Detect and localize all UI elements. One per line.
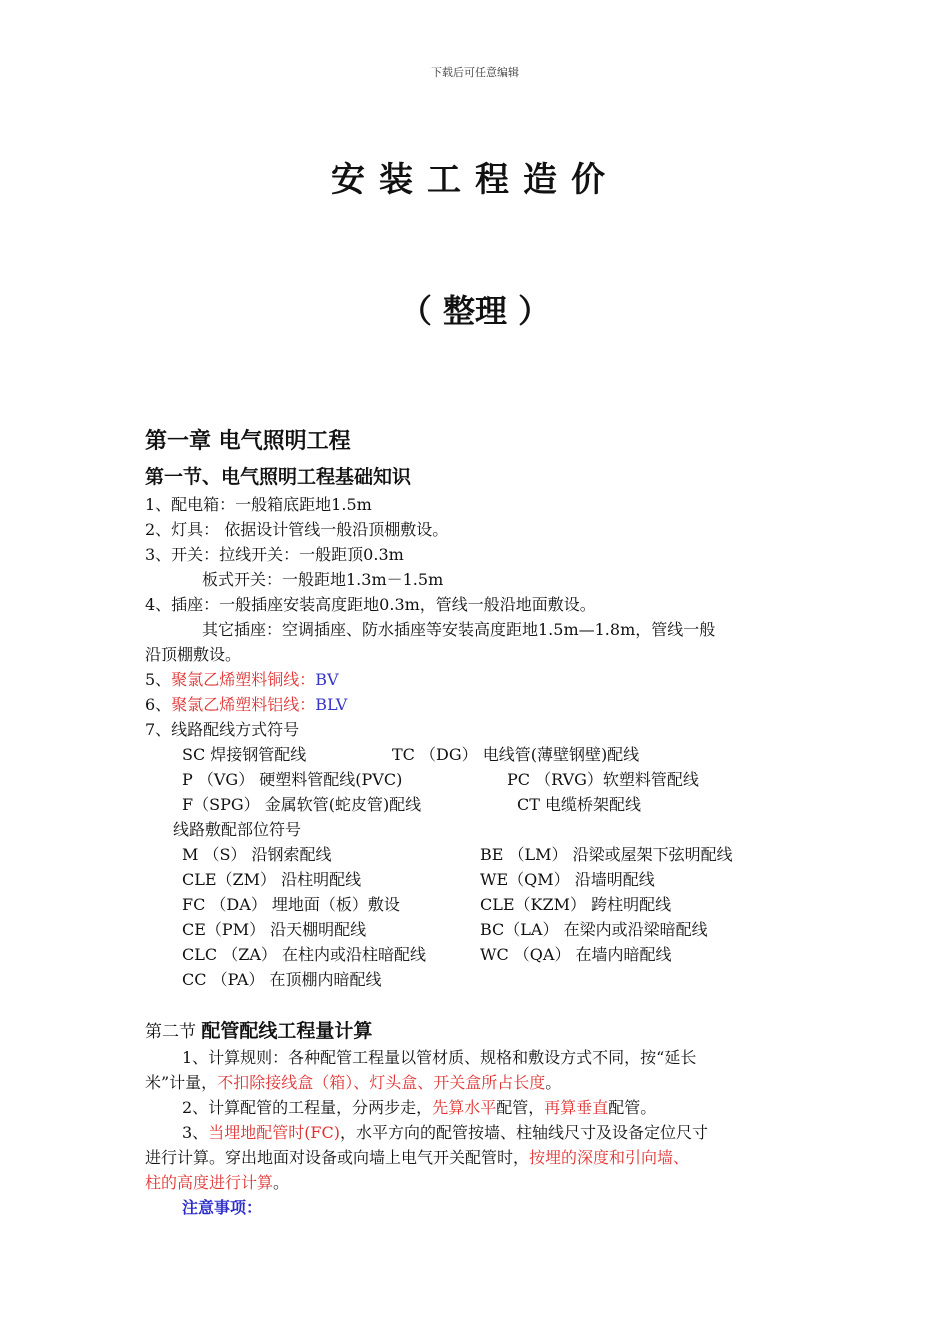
symbol-cell: CC （PA） 在顶棚内暗配线 — [182, 970, 382, 989]
paragraph-2 — [145, 1095, 810, 1120]
list-item: 7、线路配线方式符号 — [145, 720, 300, 739]
symbol-row — [145, 742, 810, 767]
symbol-row — [145, 767, 810, 792]
list-item: 3、开关：拉线开关：一般距顶0.3m — [145, 545, 404, 564]
paragraph-1 — [145, 1045, 810, 1095]
section2-title: 配管配线工程量计算 — [201, 1020, 373, 1042]
list-item-blv — [145, 692, 810, 717]
list-item: 沿顶棚敷设。 — [145, 645, 242, 664]
symbol-cell: CE（PM） 沿天棚明配线 — [182, 920, 367, 939]
paragraph-3 — [145, 1120, 810, 1195]
section2-heading — [145, 1017, 810, 1045]
paragraph-line — [145, 1070, 810, 1095]
section2-prefix: 第二节 — [145, 1022, 202, 1042]
highlight-text: 聚氯乙烯塑料铝线： — [171, 695, 316, 714]
symbol-cell: FC （DA） 埋地面（板）敷设 — [182, 895, 400, 914]
symbol-row — [145, 792, 810, 817]
symbol-row — [145, 917, 810, 942]
text-run: 。 — [273, 1173, 290, 1192]
highlight-text: 柱的高度进行计算 — [145, 1173, 274, 1192]
symbol-cell: WE（QM） 沿墙明配线 — [480, 870, 655, 889]
text-run: 进行计算。穿出地面对设备或向墙上电气开关配管时， — [145, 1148, 530, 1167]
symbol-row — [145, 942, 810, 967]
list-item-bv — [145, 667, 810, 692]
list-item: 4、插座：一般插座安装高度距地0.3m，管线一般沿地面敷设。 — [145, 595, 596, 614]
document-title: 安装工程造价 — [331, 160, 619, 200]
item-number: 6、 — [145, 695, 172, 714]
paragraph-line — [145, 1145, 810, 1170]
document-subtitle: （ 整理 ） — [399, 292, 551, 330]
symbol-cell: WC （QA） 在墙内暗配线 — [480, 945, 672, 964]
list-item: 板式开关：一般距地1.3m－1.5m — [202, 570, 444, 589]
highlight-text: 聚氯乙烯塑料铜线： — [171, 670, 316, 689]
highlight-text: 不扣除接线盒（箱）、灯头盒、开关盒所占长度 — [217, 1073, 546, 1092]
text-run: 配管。 — [608, 1098, 657, 1117]
symbol-cell: BC（LA） 在梁内或沿梁暗配线 — [480, 920, 708, 939]
text-run: 3、 — [182, 1123, 209, 1142]
highlight-text: 按埋的深度和引向墙、 — [529, 1148, 690, 1167]
notes-heading: 注意事项： — [182, 1198, 263, 1217]
code-text: BLV — [315, 695, 348, 714]
symbol-cell: TC （DG） 电线管(薄壁钢壁)配线 — [392, 745, 640, 764]
paragraph-line — [145, 1120, 810, 1145]
position-symbols-heading: 线路敷配部位符号 — [173, 820, 302, 839]
item-number: 5、 — [145, 670, 172, 689]
symbol-cell: CT 电缆桥架配线 — [517, 795, 642, 814]
spacer — [145, 992, 810, 1017]
paragraph-line — [145, 1170, 810, 1195]
paragraph-line: 1、计算规则：各种配管工程量以管材质、规格和敷设方式不同，按“延长 — [182, 1048, 697, 1067]
highlight-text: 再算垂直 — [544, 1098, 609, 1117]
text-run: ，水平方向的配管按墙、柱轴线尺寸及设备定位尺寸 — [340, 1123, 709, 1142]
symbol-cell: CLC （ZA） 在柱内或沿柱暗配线 — [182, 945, 426, 964]
symbol-row — [145, 967, 810, 992]
symbol-row — [145, 867, 810, 892]
list-item: 2、灯具： 依据设计管线一般沿顶棚敷设。 — [145, 520, 449, 539]
header-note: 下载后可任意编辑 — [431, 66, 519, 79]
highlight-text: 当埋地配管时(FC) — [208, 1123, 341, 1142]
symbol-cell: BE （LM） 沿梁或屋架下弦明配线 — [480, 845, 733, 864]
symbol-row — [145, 842, 810, 867]
symbol-cell: SC 焊接钢管配线 — [182, 745, 307, 764]
symbol-cell: CLE（KZM） 跨柱明配线 — [480, 895, 672, 914]
symbol-cell: P （VG） 硬塑料管配线(PVC) — [182, 770, 403, 789]
section1-heading: 第一节、电气照明工程基础知识 — [145, 466, 412, 488]
list-item: 其它插座：空调插座、防水插座等安装高度距地1.5m—1.8m，管线一般 — [202, 620, 716, 639]
symbol-cell: M （S） 沿钢索配线 — [182, 845, 332, 864]
text-run: 2、计算配管的工程量，分两步走， — [182, 1098, 433, 1117]
text-run: 。 — [545, 1073, 562, 1092]
paragraph-line — [145, 1095, 810, 1120]
list-item: 1、配电箱：一般箱底距地1.5m — [145, 495, 372, 514]
code-text: BV — [315, 670, 339, 689]
highlight-text: 先算水平 — [432, 1098, 497, 1117]
text-run: 配管， — [496, 1098, 545, 1117]
chapter-heading: 第一章 电气照明工程 — [145, 429, 351, 454]
symbol-cell: CLE（ZM） 沿柱明配线 — [182, 870, 362, 889]
symbol-cell: PC （RVG）软塑料管配线 — [507, 770, 699, 789]
symbol-cell: F（SPG） 金属软管(蛇皮管)配线 — [182, 795, 422, 814]
text-run: 米”计量， — [145, 1073, 218, 1092]
document-body — [145, 424, 810, 1220]
symbol-row — [145, 892, 810, 917]
